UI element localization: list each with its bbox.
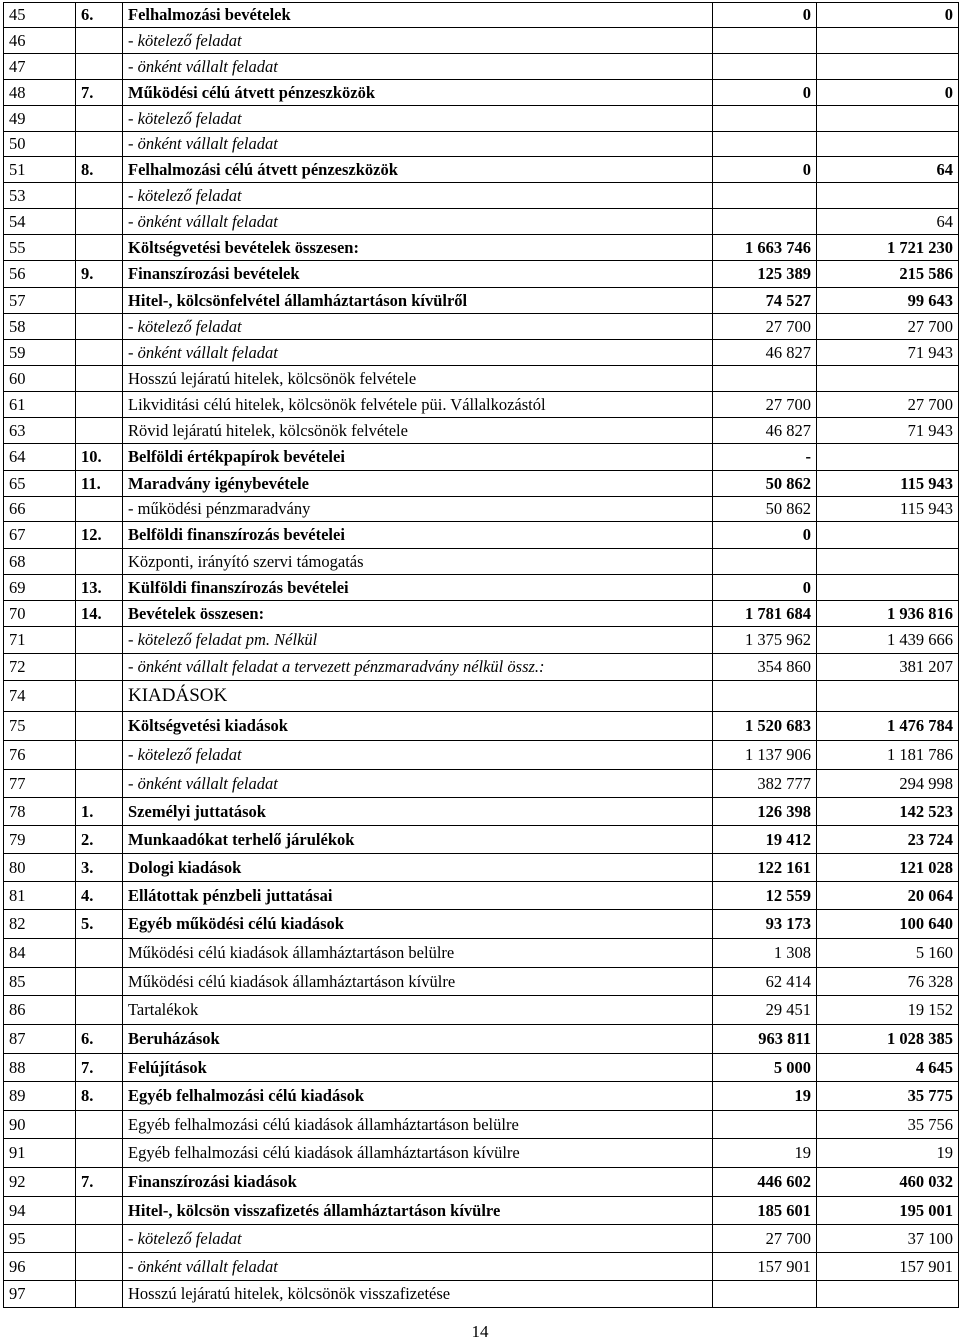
row-number: 96 xyxy=(4,1253,76,1281)
table-row xyxy=(4,183,959,209)
row-label: Ellátottak pénzbeli juttatásai xyxy=(123,882,713,910)
row-value-modified: 157 901 xyxy=(817,1253,959,1281)
row-value-modified: 1 476 784 xyxy=(817,712,959,741)
table-row xyxy=(4,627,959,654)
row-number: 54 xyxy=(4,209,76,235)
row-section-number xyxy=(76,183,123,209)
row-value-modified: 35 775 xyxy=(817,1082,959,1111)
row-number: 95 xyxy=(4,1225,76,1253)
row-value-original: 1 520 683 xyxy=(713,712,817,741)
row-number: 77 xyxy=(4,770,76,798)
row-label: Maradvány igénybevétele xyxy=(123,471,713,497)
row-number: 65 xyxy=(4,471,76,497)
row-label: Likviditási célú hitelek, kölcsönök felvétele püi. Vállalkozástól xyxy=(123,392,713,418)
row-value-modified: 1 181 786 xyxy=(817,741,959,770)
budget-table xyxy=(3,2,959,1308)
row-number: 56 xyxy=(4,261,76,288)
row-value-original: 27 700 xyxy=(713,392,817,418)
row-value-modified xyxy=(817,366,959,392)
row-number: 53 xyxy=(4,183,76,209)
row-value-modified: 64 xyxy=(817,157,959,183)
row-value-modified: 195 001 xyxy=(817,1197,959,1225)
row-value-modified: 100 640 xyxy=(817,910,959,939)
row-number: 46 xyxy=(4,28,76,54)
table-row xyxy=(4,1168,959,1197)
row-section-number xyxy=(76,1281,123,1308)
row-label: - önként vállalt feladat xyxy=(123,340,713,366)
row-value-modified xyxy=(817,522,959,549)
table-row xyxy=(4,340,959,366)
row-value-original: 125 389 xyxy=(713,261,817,288)
row-label: - kötelező feladat xyxy=(123,1225,713,1253)
row-number: 84 xyxy=(4,939,76,968)
row-number: 66 xyxy=(4,497,76,522)
row-section-number xyxy=(76,654,123,681)
row-value-modified xyxy=(817,1281,959,1308)
row-section-number xyxy=(76,549,123,575)
row-label: Egyéb felhalmozási célú kiadások xyxy=(123,1082,713,1111)
row-label: Személyi juttatások xyxy=(123,798,713,826)
row-value-modified xyxy=(817,54,959,80)
row-number: 69 xyxy=(4,575,76,601)
row-value-modified xyxy=(817,681,959,712)
row-section-number xyxy=(76,1139,123,1168)
row-value-modified: 4 645 xyxy=(817,1054,959,1082)
row-value-original xyxy=(713,366,817,392)
table-row xyxy=(4,741,959,770)
row-section-number: 7. xyxy=(76,80,123,106)
row-label: Egyéb működési célú kiadások xyxy=(123,910,713,939)
row-number: 71 xyxy=(4,627,76,654)
row-label: Bevételek összesen: xyxy=(123,601,713,627)
row-value-modified: 76 328 xyxy=(817,968,959,996)
row-label: Működési célú átvett pénzeszközök xyxy=(123,80,713,106)
table-row xyxy=(4,798,959,826)
row-value-modified: 0 xyxy=(817,80,959,106)
row-value-modified: 99 643 xyxy=(817,288,959,314)
row-label: - önként vállalt feladat xyxy=(123,132,713,157)
row-value-modified xyxy=(817,28,959,54)
row-value-original: 50 862 xyxy=(713,497,817,522)
table-row xyxy=(4,1197,959,1225)
row-section-number: 6. xyxy=(76,1025,123,1054)
row-value-original: 74 527 xyxy=(713,288,817,314)
row-value-original: 19 412 xyxy=(713,826,817,854)
table-row xyxy=(4,314,959,340)
row-number: 60 xyxy=(4,366,76,392)
table-row xyxy=(4,418,959,444)
row-number: 63 xyxy=(4,418,76,444)
row-number: 64 xyxy=(4,444,76,471)
row-label: - kötelező feladat xyxy=(123,314,713,340)
row-value-modified: 121 028 xyxy=(817,854,959,882)
row-section-number xyxy=(76,968,123,996)
row-value-original: 62 414 xyxy=(713,968,817,996)
row-value-original: 354 860 xyxy=(713,654,817,681)
row-number: 45 xyxy=(4,3,76,28)
row-value-modified xyxy=(817,183,959,209)
table-row xyxy=(4,601,959,627)
row-value-modified: 19 xyxy=(817,1139,959,1168)
row-label: Finanszírozási kiadások xyxy=(123,1168,713,1197)
row-number: 61 xyxy=(4,392,76,418)
table-row xyxy=(4,1253,959,1281)
row-section-number xyxy=(76,418,123,444)
row-number: 47 xyxy=(4,54,76,80)
row-label: Központi, irányító szervi támogatás xyxy=(123,549,713,575)
row-label: - önként vállalt feladat xyxy=(123,209,713,235)
row-value-modified: 294 998 xyxy=(817,770,959,798)
row-number: 74 xyxy=(4,681,76,712)
row-value-original: 963 811 xyxy=(713,1025,817,1054)
row-value-original: 157 901 xyxy=(713,1253,817,1281)
row-label: Egyéb felhalmozási célú kiadások államháztartáson belülre xyxy=(123,1111,713,1139)
row-section-number xyxy=(76,314,123,340)
row-value-original: 122 161 xyxy=(713,854,817,882)
row-value-modified xyxy=(817,575,959,601)
row-label: - önként vállalt feladat xyxy=(123,770,713,798)
row-number: 85 xyxy=(4,968,76,996)
table-row xyxy=(4,471,959,497)
row-section-number: 4. xyxy=(76,882,123,910)
table-row xyxy=(4,910,959,939)
row-section-number: 2. xyxy=(76,826,123,854)
row-label: KIADÁSOK xyxy=(123,681,713,712)
row-number: 86 xyxy=(4,996,76,1025)
row-label: - kötelező feladat pm. Nélkül xyxy=(123,627,713,654)
row-section-number xyxy=(76,681,123,712)
row-value-original: - xyxy=(713,444,817,471)
row-value-original: 126 398 xyxy=(713,798,817,826)
row-value-original xyxy=(713,1281,817,1308)
table-row xyxy=(4,209,959,235)
table-row xyxy=(4,522,959,549)
row-value-original: 382 777 xyxy=(713,770,817,798)
row-section-number xyxy=(76,366,123,392)
row-section-number: 9. xyxy=(76,261,123,288)
row-value-modified: 64 xyxy=(817,209,959,235)
row-number: 72 xyxy=(4,654,76,681)
row-number: 48 xyxy=(4,80,76,106)
row-section-number xyxy=(76,1253,123,1281)
row-label: Felhalmozási célú átvett pénzeszközök xyxy=(123,157,713,183)
row-section-number xyxy=(76,392,123,418)
budget-table-body xyxy=(4,3,959,1308)
row-value-original xyxy=(713,209,817,235)
row-section-number xyxy=(76,209,123,235)
row-section-number: 3. xyxy=(76,854,123,882)
row-value-original: 50 862 xyxy=(713,471,817,497)
row-value-modified: 1 439 666 xyxy=(817,627,959,654)
row-value-original: 46 827 xyxy=(713,418,817,444)
row-number: 78 xyxy=(4,798,76,826)
row-value-original: 0 xyxy=(713,3,817,28)
row-label: - önként vállalt feladat xyxy=(123,1253,713,1281)
table-row xyxy=(4,1025,959,1054)
table-row xyxy=(4,939,959,968)
row-number: 81 xyxy=(4,882,76,910)
row-label: Egyéb felhalmozási célú kiadások államháztartáson kívülre xyxy=(123,1139,713,1168)
row-section-number: 8. xyxy=(76,157,123,183)
row-value-modified: 71 943 xyxy=(817,340,959,366)
row-number: 70 xyxy=(4,601,76,627)
row-number: 76 xyxy=(4,741,76,770)
row-value-modified: 20 064 xyxy=(817,882,959,910)
row-section-number xyxy=(76,340,123,366)
row-number: 94 xyxy=(4,1197,76,1225)
row-number: 55 xyxy=(4,235,76,261)
row-section-number xyxy=(76,712,123,741)
row-section-number xyxy=(76,54,123,80)
row-number: 67 xyxy=(4,522,76,549)
row-number: 80 xyxy=(4,854,76,882)
row-value-original: 29 451 xyxy=(713,996,817,1025)
row-value-modified: 19 152 xyxy=(817,996,959,1025)
table-row xyxy=(4,549,959,575)
table-row xyxy=(4,712,959,741)
row-value-original: 1 663 746 xyxy=(713,235,817,261)
row-number: 97 xyxy=(4,1281,76,1308)
row-label: Rövid lejáratú hitelek, kölcsönök felvétele xyxy=(123,418,713,444)
table-row xyxy=(4,28,959,54)
row-label: Belföldi finanszírozás bevételei xyxy=(123,522,713,549)
table-row xyxy=(4,1111,959,1139)
row-value-modified: 1 721 230 xyxy=(817,235,959,261)
row-number: 57 xyxy=(4,288,76,314)
row-section-number: 7. xyxy=(76,1054,123,1082)
row-value-modified: 142 523 xyxy=(817,798,959,826)
row-value-original: 27 700 xyxy=(713,1225,817,1253)
row-label: Hosszú lejáratú hitelek, kölcsönök felvétele xyxy=(123,366,713,392)
row-value-original: 0 xyxy=(713,80,817,106)
row-value-modified: 5 160 xyxy=(817,939,959,968)
row-value-original xyxy=(713,54,817,80)
table-row xyxy=(4,1281,959,1308)
row-value-modified: 35 756 xyxy=(817,1111,959,1139)
row-value-original: 446 602 xyxy=(713,1168,817,1197)
row-label: Működési célú kiadások államháztartáson kívülre xyxy=(123,968,713,996)
row-value-original: 185 601 xyxy=(713,1197,817,1225)
row-section-number: 8. xyxy=(76,1082,123,1111)
row-section-number: 6. xyxy=(76,3,123,28)
row-value-modified xyxy=(817,132,959,157)
row-value-original: 12 559 xyxy=(713,882,817,910)
row-value-original: 0 xyxy=(713,157,817,183)
row-value-original: 19 xyxy=(713,1082,817,1111)
row-value-original: 1 375 962 xyxy=(713,627,817,654)
table-row xyxy=(4,157,959,183)
row-section-number xyxy=(76,741,123,770)
row-label: - kötelező feladat xyxy=(123,183,713,209)
table-row xyxy=(4,54,959,80)
row-section-number xyxy=(76,132,123,157)
row-label: Hitel-, kölcsönfelvétel államháztartáson kívülről xyxy=(123,288,713,314)
row-number: 87 xyxy=(4,1025,76,1054)
row-value-modified: 0 xyxy=(817,3,959,28)
row-value-original: 1 137 906 xyxy=(713,741,817,770)
table-row xyxy=(4,770,959,798)
row-label: Felújítások xyxy=(123,1054,713,1082)
page-number: 14 xyxy=(471,1322,489,1341)
table-row xyxy=(4,1139,959,1168)
table-row xyxy=(4,854,959,882)
row-label: Tartalékok xyxy=(123,996,713,1025)
row-value-original: 27 700 xyxy=(713,314,817,340)
row-value-original xyxy=(713,1111,817,1139)
row-section-number xyxy=(76,996,123,1025)
table-row xyxy=(4,996,959,1025)
table-row xyxy=(4,1225,959,1253)
row-value-original: 46 827 xyxy=(713,340,817,366)
table-row xyxy=(4,1082,959,1111)
row-section-number: 11. xyxy=(76,471,123,497)
row-label: Belföldi értékpapírok bevételei xyxy=(123,444,713,471)
row-section-number: 5. xyxy=(76,910,123,939)
table-row xyxy=(4,235,959,261)
row-value-modified: 215 586 xyxy=(817,261,959,288)
row-value-modified: 27 700 xyxy=(817,392,959,418)
row-value-modified: 23 724 xyxy=(817,826,959,854)
row-value-original: 0 xyxy=(713,522,817,549)
row-section-number: 12. xyxy=(76,522,123,549)
row-label: - kötelező feladat xyxy=(123,28,713,54)
row-number: 75 xyxy=(4,712,76,741)
table-row xyxy=(4,366,959,392)
table-row xyxy=(4,654,959,681)
row-number: 91 xyxy=(4,1139,76,1168)
table-row xyxy=(4,261,959,288)
row-value-original: 0 xyxy=(713,575,817,601)
table-row xyxy=(4,968,959,996)
row-value-modified: 1 028 385 xyxy=(817,1025,959,1054)
row-label: - önként vállalt feladat a tervezett pénzmaradvány nélkül össz.: xyxy=(123,654,713,681)
row-value-modified: 115 943 xyxy=(817,471,959,497)
row-value-original xyxy=(713,681,817,712)
row-section-number xyxy=(76,28,123,54)
row-value-modified: 71 943 xyxy=(817,418,959,444)
row-section-number xyxy=(76,627,123,654)
row-number: 68 xyxy=(4,549,76,575)
row-section-number xyxy=(76,235,123,261)
row-value-original: 93 173 xyxy=(713,910,817,939)
row-number: 49 xyxy=(4,106,76,132)
row-section-number: 1. xyxy=(76,798,123,826)
row-label: Finanszírozási bevételek xyxy=(123,261,713,288)
table-row xyxy=(4,1054,959,1082)
row-section-number xyxy=(76,1111,123,1139)
row-number: 59 xyxy=(4,340,76,366)
table-row xyxy=(4,826,959,854)
row-value-original: 1 308 xyxy=(713,939,817,968)
row-number: 82 xyxy=(4,910,76,939)
row-label: Beruházások xyxy=(123,1025,713,1054)
table-row xyxy=(4,392,959,418)
row-section-number xyxy=(76,497,123,522)
row-value-original xyxy=(713,28,817,54)
table-row xyxy=(4,444,959,471)
table-row xyxy=(4,882,959,910)
row-number: 88 xyxy=(4,1054,76,1082)
row-value-original: 19 xyxy=(713,1139,817,1168)
row-value-modified: 460 032 xyxy=(817,1168,959,1197)
table-row xyxy=(4,3,959,28)
table-row xyxy=(4,288,959,314)
row-label: - működési pénzmaradvány xyxy=(123,497,713,522)
row-section-number: 13. xyxy=(76,575,123,601)
row-value-modified xyxy=(817,444,959,471)
table-row xyxy=(4,575,959,601)
table-row xyxy=(4,132,959,157)
row-label: - önként vállalt feladat xyxy=(123,54,713,80)
row-value-modified: 381 207 xyxy=(817,654,959,681)
table-row xyxy=(4,106,959,132)
row-value-modified: 37 100 xyxy=(817,1225,959,1253)
table-row xyxy=(4,80,959,106)
row-label: Költségvetési kiadások xyxy=(123,712,713,741)
row-value-modified: 1 936 816 xyxy=(817,601,959,627)
row-value-modified: 115 943 xyxy=(817,497,959,522)
table-row xyxy=(4,681,959,712)
row-label: Dologi kiadások xyxy=(123,854,713,882)
row-label: - kötelező feladat xyxy=(123,106,713,132)
row-number: 50 xyxy=(4,132,76,157)
row-section-number xyxy=(76,770,123,798)
row-number: 89 xyxy=(4,1082,76,1111)
row-value-original xyxy=(713,106,817,132)
row-value-modified xyxy=(817,549,959,575)
row-section-number: 7. xyxy=(76,1168,123,1197)
row-number: 92 xyxy=(4,1168,76,1197)
row-label: Hosszú lejáratú hitelek, kölcsönök visszafizetése xyxy=(123,1281,713,1308)
row-value-modified: 27 700 xyxy=(817,314,959,340)
row-number: 79 xyxy=(4,826,76,854)
row-label: Költségvetési bevételek összesen: xyxy=(123,235,713,261)
row-value-original: 5 000 xyxy=(713,1054,817,1082)
row-section-number xyxy=(76,106,123,132)
row-section-number xyxy=(76,1197,123,1225)
row-value-original xyxy=(713,132,817,157)
row-label: - kötelező feladat xyxy=(123,741,713,770)
row-label: Felhalmozási bevételek xyxy=(123,3,713,28)
row-label: Munkaadókat terhelő járulékok xyxy=(123,826,713,854)
row-value-modified xyxy=(817,106,959,132)
row-number: 51 xyxy=(4,157,76,183)
row-section-number: 10. xyxy=(76,444,123,471)
row-section-number: 14. xyxy=(76,601,123,627)
row-value-original: 1 781 684 xyxy=(713,601,817,627)
row-number: 58 xyxy=(4,314,76,340)
row-value-original xyxy=(713,183,817,209)
row-section-number xyxy=(76,939,123,968)
row-value-original xyxy=(713,549,817,575)
row-label: Külföldi finanszírozás bevételei xyxy=(123,575,713,601)
row-label: Működési célú kiadások államháztartáson belülre xyxy=(123,939,713,968)
row-section-number xyxy=(76,288,123,314)
row-section-number xyxy=(76,1225,123,1253)
table-row xyxy=(4,497,959,522)
row-label: Hitel-, kölcsön visszafizetés államháztartáson kívülre xyxy=(123,1197,713,1225)
row-number: 90 xyxy=(4,1111,76,1139)
